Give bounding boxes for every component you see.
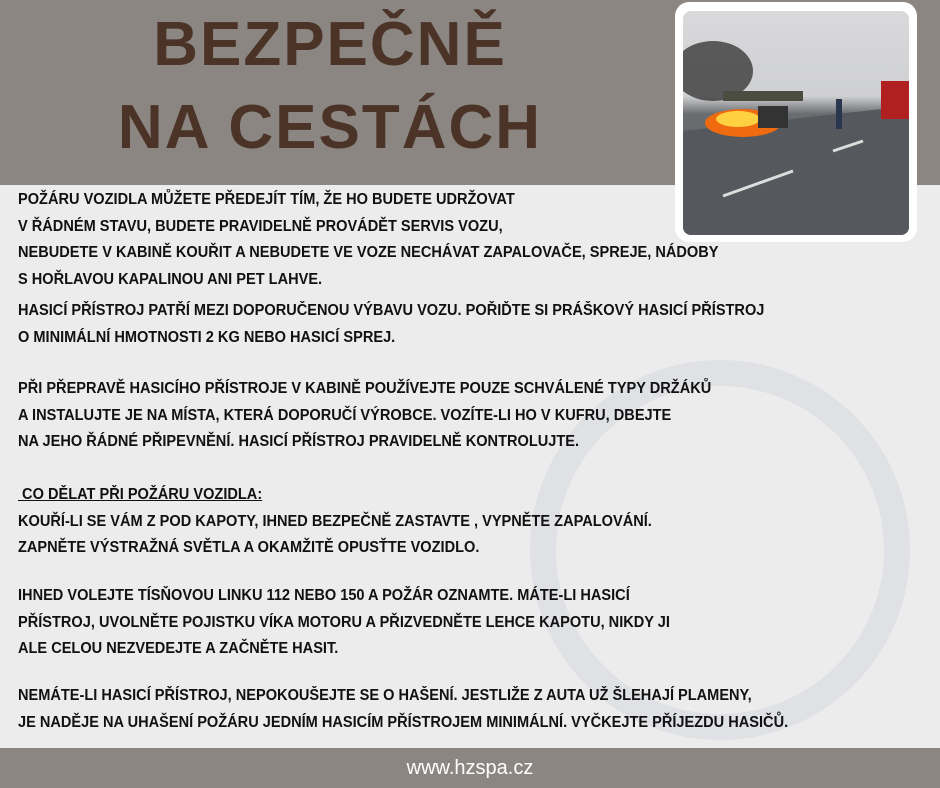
section-heading: CO DĚLAT PŘI POŽÁRU VOZIDLA: (18, 486, 263, 503)
paragraph-call: IHNED VOLEJTE TÍSŇOVOU LINKU 112 NEBO 150 A POŽÁR OZNAMTE. MÁTE-LI HASICÍ PŘÍSTROJ, UVOLNĚTE POJISTKU VÍKA MOTORU A PŘIZVEDNĚTE LEHCE KAPOTU, NIKDY JI ALE CELOU NEZVEDEJTE A ZAČNĚTE HASIT. (18, 587, 670, 657)
paragraph-extinguisher: HASICÍ PŘÍSTROJ PATŘÍ MEZI DOPORUČENOU VÝBAVU VOZU. POŘIĎTE SI PRÁŠKOVÝ HASICÍ PŘÍSTROJ O MINIMÁLNÍ HMOTNOSTI 2 KG NEBO HASICÍ SPREJ. (18, 302, 765, 346)
paragraph-transport: PŘI PŘEPRAVĚ HASICÍHO PŘÍSTROJE V KABINĚ POUŽÍVEJTE POUZE SCHVÁLENÉ TYPY DRŽÁKŮ A INSTALUJTE JE NA MÍSTA, KTERÁ DOPORUČÍ VÝROBCE. VOZÍTE-LI HO V KUFRU, DBEJTE NA JEHO ŘÁDNÉ PŘIPEVNĚNÍ. HASICÍ PŘÍSTROJ PRAVIDELNĚ KONTROLUJTE. (18, 380, 712, 450)
paragraph-what-to-do (18, 482, 652, 562)
paragraph-no-extinguisher: NEMÁTE-LI HASICÍ PŘÍSTROJ, NEPOKOUŠEJTE SE O HAŠENÍ. JESTLIŽE Z AUTA UŽ ŠLEHAJÍ PLAMENY, JE NADĚJE NA UHAŠENÍ POŽÁRU JEDNÍM HASICÍM PŘÍSTROJEM MINIMÁLNÍ. VYČKEJTE PŘÍJEZDU HASIČŮ. (18, 687, 789, 731)
title-line-1: BEZPEČNĚ (153, 10, 507, 79)
website-link[interactable]: www.hzspa.cz (406, 757, 534, 779)
paragraph-prevention: POŽÁRU VOZIDLA MŮŽETE PŘEDEJÍT TÍM, ŽE HO BUDETE UDRŽOVAT V ŘÁDNÉM STAVU, BUDETE PRAVIDELNĚ PROVÁDĚT SERVIS VOZU, NEBUDETE V KABINĚ KOUŘIT A NEBUDETE VE VOZE NECHÁVAT ZAPALOVAČE, SPREJE, NÁDOBY S HOŘLAVOU KAPALINOU ANI PET LAHVE. (18, 191, 719, 288)
footer (0, 748, 940, 788)
paragraph-what-to-do-text: KOUŘÍ-LI SE VÁM Z POD KAPOTY, IHNED BEZPEČNĚ ZASTAVTE , VYPNĚTE ZAPALOVÁNÍ. ZAPNĚTE VÝSTRAŽNÁ SVĚTLA A OKAMŽITĚ OPUSŤTE VOZIDLO. (18, 512, 652, 556)
title-line-2: NA CESTÁCH (117, 93, 543, 162)
